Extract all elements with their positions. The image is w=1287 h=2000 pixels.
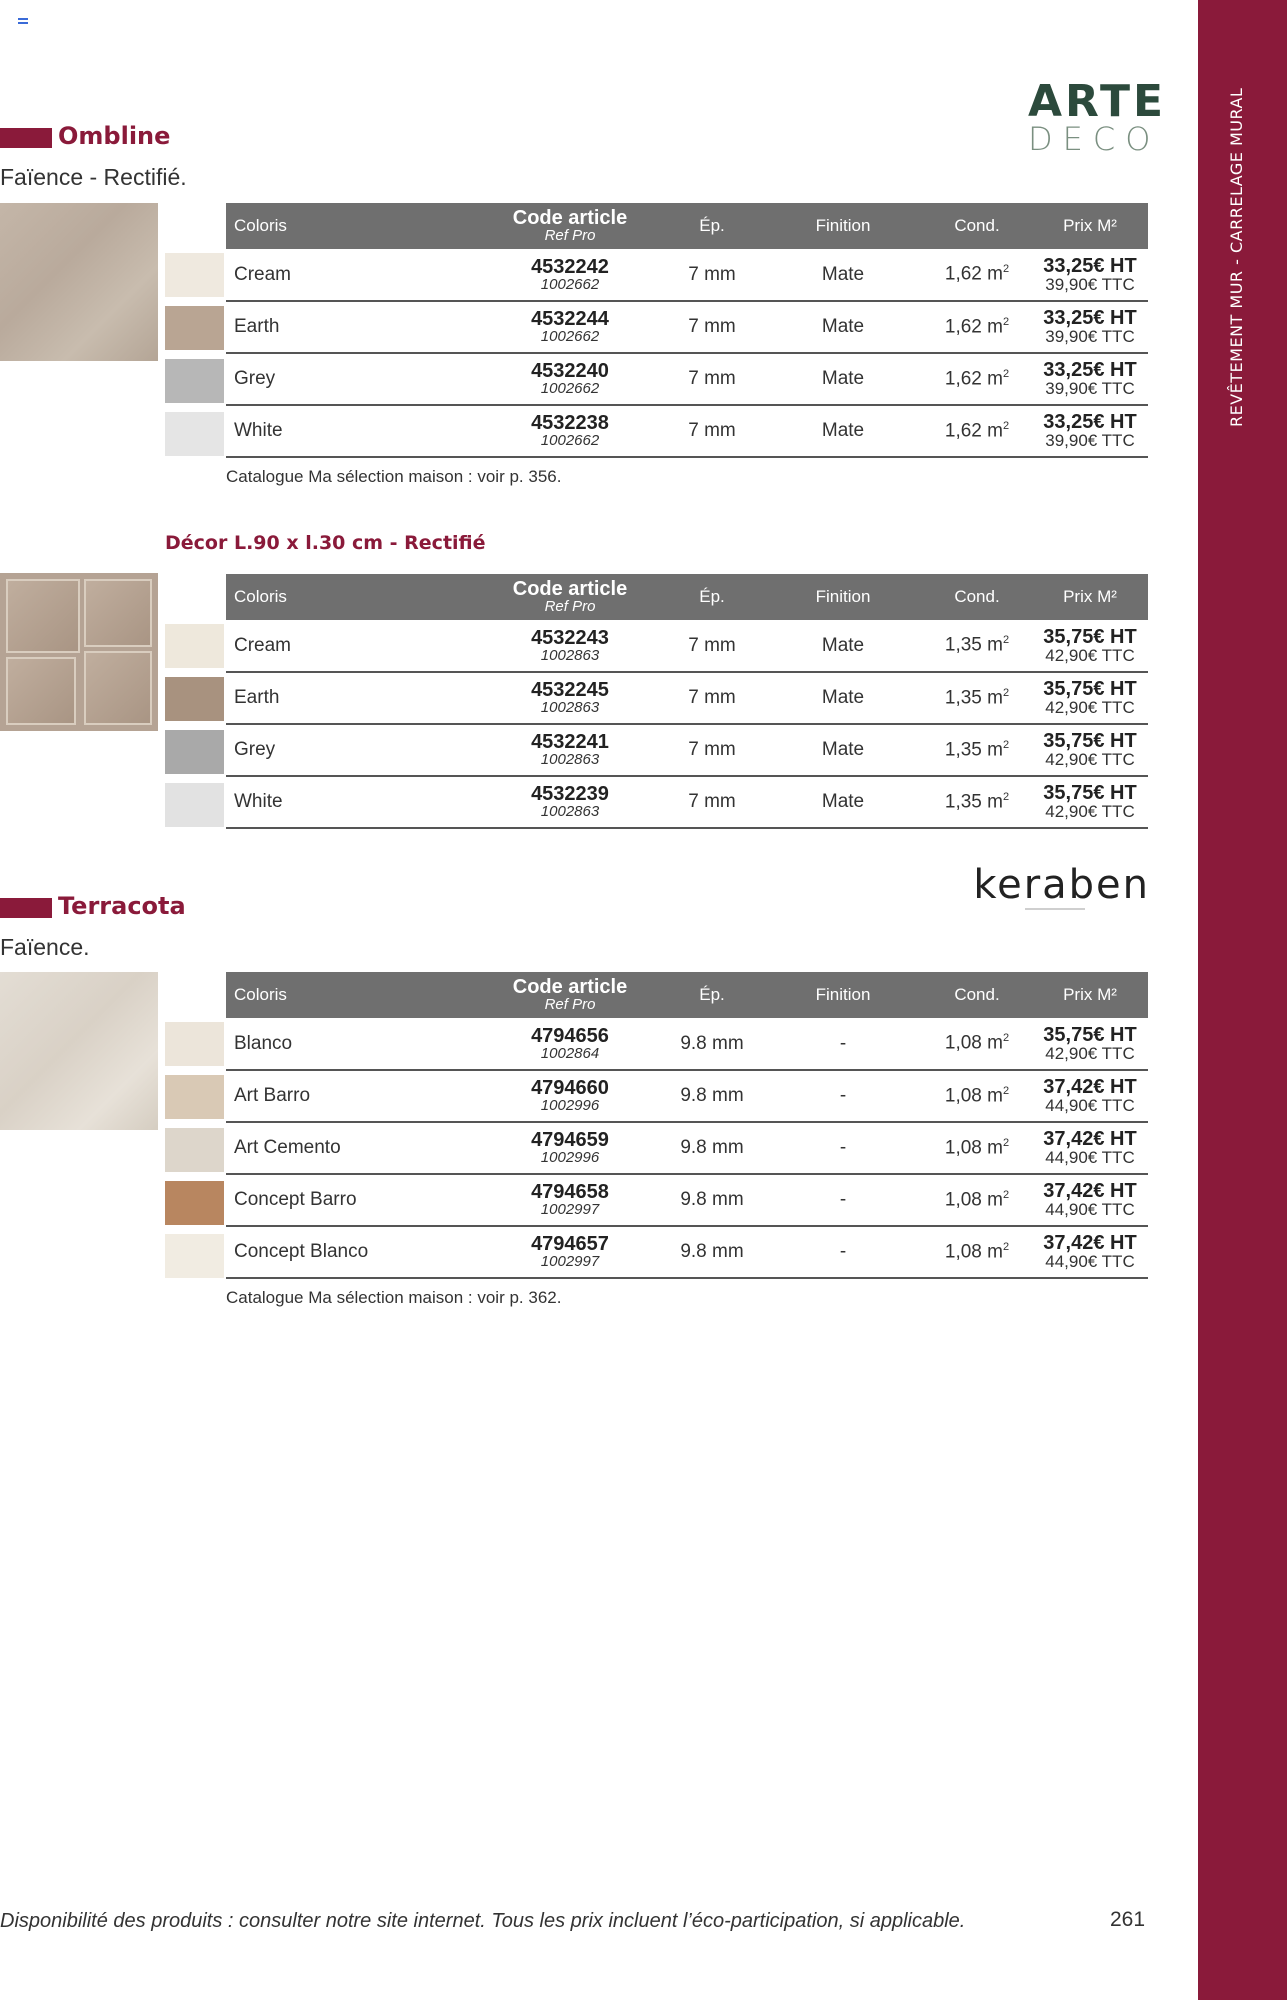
decor-table bbox=[226, 574, 1148, 829]
col-finition: Finition bbox=[764, 203, 922, 249]
col-finition: Finition bbox=[764, 574, 922, 620]
price-cell bbox=[1032, 1174, 1148, 1226]
code-cell bbox=[480, 1174, 660, 1226]
packaging-cell: 1,35 $m^2$ bbox=[922, 724, 1032, 776]
article-code: 4532243 bbox=[531, 626, 609, 649]
section-marker bbox=[0, 128, 52, 148]
price-cell bbox=[1032, 301, 1148, 353]
coloris-cell: Earth bbox=[226, 301, 480, 353]
price-cell bbox=[1032, 1122, 1148, 1174]
color-swatch bbox=[165, 677, 224, 721]
price-ttc: 39,90€ TTC bbox=[1045, 274, 1135, 294]
ref-pro: 1002863 bbox=[540, 699, 600, 716]
color-swatch bbox=[165, 1075, 224, 1119]
coloris-cell: Cream bbox=[226, 249, 480, 301]
table-row bbox=[226, 672, 1148, 724]
ref-pro: 1002996 bbox=[540, 1149, 600, 1166]
thickness-cell: 9.8 mm bbox=[660, 1070, 764, 1122]
code-cell bbox=[480, 301, 660, 353]
col-prix: Prix M² bbox=[1032, 203, 1148, 249]
packaging-cell: 1,62 $m^2$ bbox=[922, 405, 1032, 457]
color-swatch bbox=[165, 306, 224, 350]
thickness-cell: 7 mm bbox=[660, 353, 764, 405]
price-ttc: 42,90€ TTC bbox=[1045, 802, 1135, 821]
coloris-cell: Art Cemento bbox=[226, 1122, 480, 1174]
packaging-cell: 1,62 $m^2$ bbox=[922, 301, 1032, 353]
keraben-logo-tagline bbox=[1025, 908, 1085, 910]
price-ttc: 44,90€ TTC bbox=[1045, 1096, 1135, 1115]
color-swatch bbox=[165, 730, 224, 774]
code-cell bbox=[480, 1018, 660, 1070]
thickness-cell: 9.8 mm bbox=[660, 1174, 764, 1226]
table-row bbox=[226, 776, 1148, 828]
table-row bbox=[226, 1070, 1148, 1122]
col-prix: Prix M² bbox=[1032, 972, 1148, 1018]
finish-cell: - bbox=[764, 1226, 922, 1278]
color-swatch bbox=[165, 783, 224, 827]
col-cond: Cond. bbox=[922, 203, 1032, 249]
ref-pro: 1002662 bbox=[540, 328, 600, 345]
coloris-cell: Concept Blanco bbox=[226, 1226, 480, 1278]
packaging-cell: 1,08 $m^2$ bbox=[922, 1226, 1032, 1278]
col-cond: Cond. bbox=[922, 972, 1032, 1018]
price-cell bbox=[1032, 353, 1148, 405]
terracota-title: Terracota bbox=[58, 892, 186, 920]
packaging-cell: 1,08 $m^2$ bbox=[922, 1122, 1032, 1174]
arte-logo-line1: ARTE bbox=[1028, 76, 1167, 127]
price-ttc: 42,90€ TTC bbox=[1045, 1043, 1135, 1063]
article-code: 4794658 bbox=[531, 1181, 609, 1203]
finish-cell: Mate bbox=[764, 620, 922, 672]
price-cell bbox=[1032, 1070, 1148, 1122]
ref-pro: 1002863 bbox=[540, 751, 600, 768]
article-code: 4532241 bbox=[531, 731, 609, 753]
article-code: 4794656 bbox=[531, 1024, 609, 1047]
finish-cell: Mate bbox=[764, 724, 922, 776]
table-row bbox=[226, 1174, 1148, 1226]
ref-pro: 1002863 bbox=[540, 646, 600, 664]
price-cell bbox=[1032, 620, 1148, 672]
finish-cell: - bbox=[764, 1070, 922, 1122]
price-ttc: 44,90€ TTC bbox=[1045, 1148, 1135, 1167]
price-cell bbox=[1032, 724, 1148, 776]
price-cell bbox=[1032, 405, 1148, 457]
table-row bbox=[226, 353, 1148, 405]
price-ht: 37,42€ HT bbox=[1043, 1232, 1137, 1254]
thickness-cell: 9.8 mm bbox=[660, 1226, 764, 1278]
coloris-cell: White bbox=[226, 405, 480, 457]
price-ht: 37,42€ HT bbox=[1043, 1180, 1137, 1202]
col-ep: Ép. bbox=[660, 203, 764, 249]
price-ttc: 44,90€ TTC bbox=[1045, 1252, 1135, 1271]
color-swatch bbox=[165, 253, 224, 297]
finish-cell: Mate bbox=[764, 776, 922, 828]
col-prix: Prix M² bbox=[1032, 574, 1148, 620]
article-code: 4532245 bbox=[531, 679, 609, 701]
col-code: Code article Ref Pro bbox=[480, 574, 660, 620]
code-cell bbox=[480, 776, 660, 828]
color-swatch bbox=[165, 1181, 224, 1225]
ombline-catalogue-note: Catalogue Ma sélection maison : voir p. 356. bbox=[226, 467, 562, 486]
price-ttc: 39,90€ TTC bbox=[1045, 431, 1135, 450]
code-cell bbox=[480, 1122, 660, 1174]
price-ht: 35,75€ HT bbox=[1043, 678, 1137, 700]
article-code: 4794659 bbox=[531, 1129, 609, 1151]
price-ht: 35,75€ HT bbox=[1043, 782, 1137, 804]
packaging-cell: 1,08 $m^2$ bbox=[922, 1018, 1032, 1070]
terracota-product-image bbox=[0, 972, 158, 1130]
article-code: 4794657 bbox=[531, 1233, 609, 1255]
decor-title: Décor L.90 x l.30 cm - Rectifié bbox=[165, 532, 486, 554]
thickness-cell: 7 mm bbox=[660, 301, 764, 353]
price-ttc: 42,90€ TTC bbox=[1045, 698, 1135, 717]
col-ep: Ép. bbox=[660, 972, 764, 1018]
price-ht: 37,42€ HT bbox=[1043, 1128, 1137, 1150]
article-code: 4532244 bbox=[531, 308, 609, 330]
col-cond: Cond. bbox=[922, 574, 1032, 620]
ombline-title: Ombline bbox=[58, 122, 171, 150]
ombline-product-image bbox=[0, 203, 158, 361]
color-swatch bbox=[165, 412, 224, 456]
finish-cell: - bbox=[764, 1122, 922, 1174]
price-ttc: 39,90€ TTC bbox=[1045, 327, 1135, 346]
thickness-cell: 9.8 mm bbox=[660, 1018, 764, 1070]
arte-logo-line2: DECO bbox=[1028, 120, 1161, 158]
color-swatch bbox=[165, 1128, 224, 1172]
table-row bbox=[226, 1226, 1148, 1278]
price-ht: 35,75€ HT bbox=[1043, 730, 1137, 752]
terracota-catalogue-note: Catalogue Ma sélection maison : voir p. 362. bbox=[226, 1288, 562, 1307]
table-row bbox=[226, 249, 1148, 301]
finish-cell: - bbox=[764, 1018, 922, 1070]
ombline-table bbox=[226, 203, 1148, 458]
ref-pro: 1002997 bbox=[540, 1201, 600, 1218]
decor-product-image bbox=[0, 573, 158, 731]
col-finition: Finition bbox=[764, 972, 922, 1018]
coloris-cell: Cream bbox=[226, 620, 480, 672]
thickness-cell: 7 mm bbox=[660, 620, 764, 672]
ref-pro: 1002662 bbox=[540, 432, 600, 449]
packaging-cell: 1,35 $m^2$ bbox=[922, 776, 1032, 828]
article-code: 4532239 bbox=[531, 783, 609, 805]
thickness-cell: 7 mm bbox=[660, 405, 764, 457]
thickness-cell: 7 mm bbox=[660, 776, 764, 828]
table-row bbox=[226, 620, 1148, 672]
price-ht: 33,25€ HT bbox=[1043, 411, 1137, 433]
packaging-cell: 1,08 $m^2$ bbox=[922, 1070, 1032, 1122]
price-cell bbox=[1032, 1018, 1148, 1070]
col-coloris: Coloris bbox=[226, 972, 480, 1018]
table-row bbox=[226, 1122, 1148, 1174]
col-ep: Ép. bbox=[660, 574, 764, 620]
coloris-cell: Grey bbox=[226, 724, 480, 776]
keraben-logo: keraben bbox=[973, 862, 1150, 908]
thickness-cell: 9.8 mm bbox=[660, 1122, 764, 1174]
price-cell bbox=[1032, 249, 1148, 301]
color-swatch bbox=[165, 624, 224, 668]
price-ht: 33,25€ HT bbox=[1043, 254, 1137, 277]
terracota-table bbox=[226, 972, 1148, 1279]
code-cell bbox=[480, 620, 660, 672]
ref-pro: 1002662 bbox=[540, 275, 600, 293]
ref-pro: 1002864 bbox=[540, 1044, 600, 1062]
price-ht: 33,25€ HT bbox=[1043, 359, 1137, 381]
table-row bbox=[226, 724, 1148, 776]
packaging-cell: 1,35 $m^2$ bbox=[922, 672, 1032, 724]
side-band-label: REVÊTEMENT MUR - CARRELAGE MURAL bbox=[1227, 87, 1246, 427]
article-code: 4794660 bbox=[531, 1077, 609, 1099]
price-ht: 33,25€ HT bbox=[1043, 307, 1137, 329]
terracota-subtitle: Faïence. bbox=[0, 934, 90, 960]
article-code: 4532238 bbox=[531, 412, 609, 434]
price-ttc: 44,90€ TTC bbox=[1045, 1200, 1135, 1219]
table-row bbox=[226, 1018, 1148, 1070]
section-marker bbox=[0, 898, 52, 918]
coloris-cell: Grey bbox=[226, 353, 480, 405]
thickness-cell: 7 mm bbox=[660, 249, 764, 301]
coloris-cell: Concept Barro bbox=[226, 1174, 480, 1226]
code-cell bbox=[480, 1070, 660, 1122]
thickness-cell: 7 mm bbox=[660, 724, 764, 776]
table-row bbox=[226, 301, 1148, 353]
price-cell bbox=[1032, 1226, 1148, 1278]
price-ttc: 39,90€ TTC bbox=[1045, 379, 1135, 398]
ombline-subtitle: Faïence - Rectifié. bbox=[0, 164, 187, 190]
code-cell bbox=[480, 672, 660, 724]
packaging-cell: 1,35 $m^2$ bbox=[922, 620, 1032, 672]
code-cell bbox=[480, 724, 660, 776]
color-swatch bbox=[165, 1234, 224, 1278]
price-ht: 35,75€ HT bbox=[1043, 1023, 1137, 1046]
article-code: 4532242 bbox=[531, 255, 609, 278]
thickness-cell: 7 mm bbox=[660, 672, 764, 724]
price-ht: 35,75€ HT bbox=[1043, 625, 1137, 648]
coloris-cell: White bbox=[226, 776, 480, 828]
price-ht: 37,42€ HT bbox=[1043, 1076, 1137, 1098]
code-cell bbox=[480, 353, 660, 405]
ref-pro: 1002662 bbox=[540, 380, 600, 397]
finish-cell: Mate bbox=[764, 672, 922, 724]
color-swatch bbox=[165, 359, 224, 403]
color-swatch bbox=[165, 1022, 224, 1066]
finish-cell: - bbox=[764, 1174, 922, 1226]
price-ttc: 42,90€ TTC bbox=[1045, 645, 1135, 665]
coloris-cell: Art Barro bbox=[226, 1070, 480, 1122]
finish-cell: Mate bbox=[764, 249, 922, 301]
col-coloris: Coloris bbox=[226, 574, 480, 620]
price-ttc: 42,90€ TTC bbox=[1045, 750, 1135, 769]
finish-cell: Mate bbox=[764, 405, 922, 457]
arte-deco-logo bbox=[1028, 76, 1167, 158]
col-code: Code article Ref Pro bbox=[480, 203, 660, 249]
code-cell bbox=[480, 405, 660, 457]
table-row bbox=[226, 405, 1148, 457]
article-code: 4532240 bbox=[531, 360, 609, 382]
finish-cell: Mate bbox=[764, 353, 922, 405]
page-number: 261 bbox=[1110, 1908, 1146, 1931]
packaging-cell: 1,62 $m^2$ bbox=[922, 249, 1032, 301]
price-cell bbox=[1032, 672, 1148, 724]
packaging-cell: 1,08 $m^2$ bbox=[922, 1174, 1032, 1226]
coloris-cell: Earth bbox=[226, 672, 480, 724]
packaging-cell: 1,62 $m^2$ bbox=[922, 353, 1032, 405]
col-coloris: Coloris bbox=[226, 203, 480, 249]
ref-pro: 1002997 bbox=[540, 1253, 600, 1270]
ref-pro: 1002863 bbox=[540, 803, 600, 820]
finish-cell: Mate bbox=[764, 301, 922, 353]
footer-availability-note: Disponibilité des produits : consulter notre site internet. Tous les prix incluent l’éco-participation, si applicable. bbox=[0, 1910, 966, 1932]
col-code: Code article Ref Pro bbox=[480, 972, 660, 1018]
coloris-cell: Blanco bbox=[226, 1018, 480, 1070]
code-cell bbox=[480, 1226, 660, 1278]
menu-icon[interactable] bbox=[18, 18, 28, 24]
ref-pro: 1002996 bbox=[540, 1097, 600, 1114]
code-cell bbox=[480, 249, 660, 301]
price-cell bbox=[1032, 776, 1148, 828]
